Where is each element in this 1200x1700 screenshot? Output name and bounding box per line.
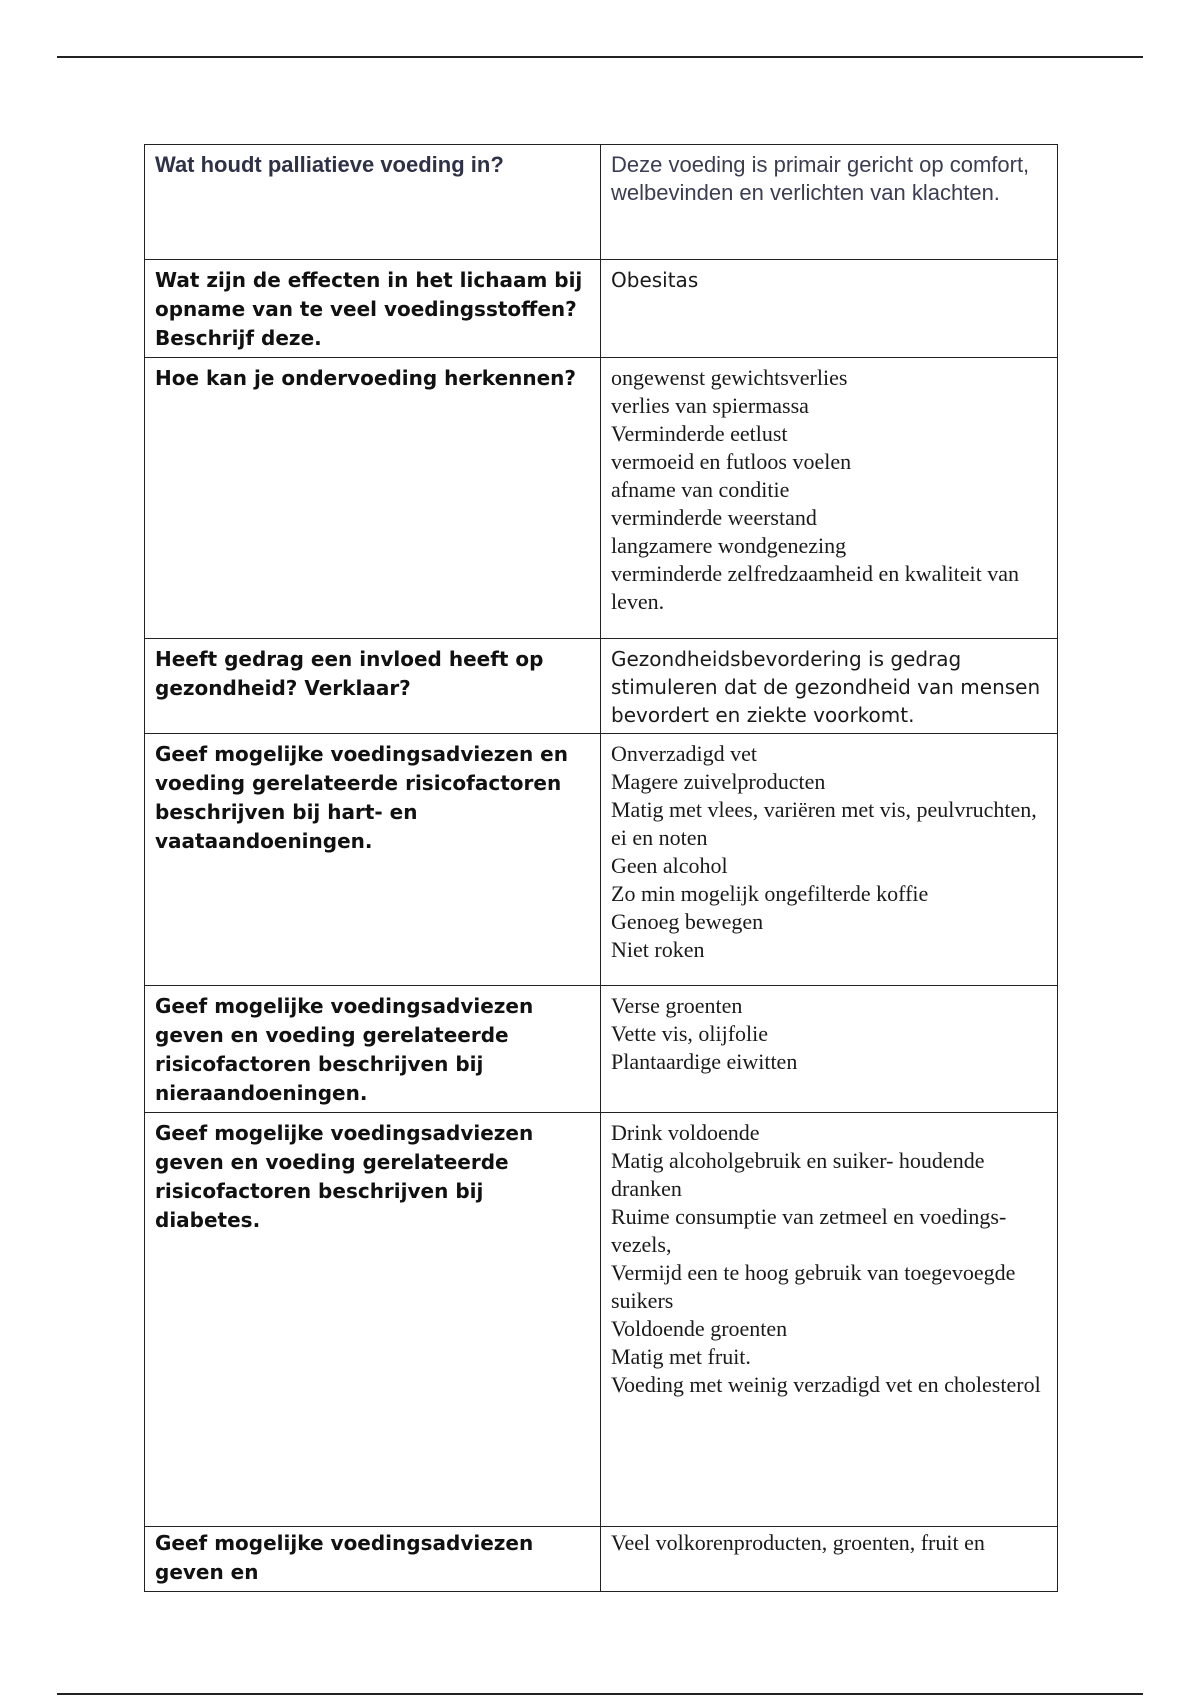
answer-line: Matig alcoholgebruik en suiker- houdende dranken (611, 1148, 985, 1201)
answer-line: Veel volkorenproducten, groenten, fruit en (611, 1530, 985, 1555)
answer-line: Onverzadigd vet (611, 741, 757, 766)
table-row (145, 1527, 1058, 1592)
answer-line: Vermijd een te hoog gebruik van toegevoegde suikers (611, 1260, 1016, 1313)
answer-cell (601, 1113, 1058, 1527)
answer-line: Verminderde eetlust (611, 421, 788, 446)
table-row (145, 986, 1058, 1113)
answer-line: Magere zuivelproducten (611, 769, 826, 794)
table-row (145, 639, 1058, 734)
answer-cell (601, 734, 1058, 986)
answer-cell (601, 986, 1058, 1113)
question-text: Wat zijn de effecten in het lichaam bij opname van te veel voedingsstoffen? Beschrijf deze. (155, 268, 583, 350)
question-cell (145, 1113, 601, 1527)
table-row (145, 358, 1058, 639)
table-row (145, 260, 1058, 358)
answer-line: Matig met vlees, variëren met vis, peulvruchten, ei en noten (611, 797, 1037, 850)
answer-cell (601, 358, 1058, 639)
answer-line: ongewenst gewichtsverlies (611, 365, 848, 390)
answer-line: Niet roken (611, 937, 705, 962)
answer-line: Ruime consumptie van zetmeel en voedings-vezels, (611, 1204, 1007, 1257)
question-text: Heeft gedrag een invloed heeft op gezondheid? Verklaar? (155, 647, 544, 700)
answer-line: Gezondheidsbevordering is gedrag stimuleren dat de gezondheid van mensen bevordert en ziekte voorkomt. (611, 647, 1041, 727)
answer-line: verminderde weerstand (611, 505, 817, 530)
answer-line: Deze voeding is primair gericht op comfort, welbevinden en verlichten van klachten. (611, 152, 1030, 205)
header-rule (57, 56, 1143, 58)
answer-line: Verse groenten (611, 993, 743, 1018)
question-cell (145, 145, 601, 260)
answer-line: afname van conditie (611, 477, 790, 502)
question-text: Geef mogelijke voedingsadviezen en voeding gerelateerde risicofactoren beschrijven bij hart- en vaataandoeningen. (155, 742, 568, 853)
question-text: Geef mogelijke voedingsadviezen geven en (155, 1531, 534, 1584)
footer-rule (57, 1693, 1143, 1695)
answer-line: Genoeg bewegen (611, 909, 764, 934)
answer-line: Voldoende groenten (611, 1316, 788, 1341)
answer-cell (601, 1527, 1058, 1592)
question-text: Wat houdt palliatieve voeding in? (155, 152, 504, 177)
question-text: Hoe kan je ondervoeding herkennen? (155, 366, 577, 390)
question-cell (145, 734, 601, 986)
answer-line: Vette vis, olijfolie (611, 1021, 769, 1046)
question-cell (145, 1527, 601, 1592)
answer-line: Plantaardige eiwitten (611, 1049, 798, 1074)
question-cell (145, 639, 601, 734)
answer-line: langzamere wondgenezing (611, 533, 847, 558)
table-row (145, 734, 1058, 986)
answer-line: Geen alcohol (611, 853, 728, 878)
answer-cell (601, 639, 1058, 734)
question-text: Geef mogelijke voedingsadviezen geven en voeding gerelateerde risicofactoren beschrijven bij diabetes. (155, 1121, 534, 1232)
question-cell (145, 260, 601, 358)
answer-line: Drink voldoende (611, 1120, 760, 1145)
question-text: Geef mogelijke voedingsadviezen geven en voeding gerelateerde risicofactoren beschrijven bij nieraandoeningen. (155, 994, 534, 1105)
answer-line: verminderde zelfredzaamheid en kwaliteit van leven. (611, 561, 1020, 614)
question-cell (145, 986, 601, 1113)
answer-line: Voeding met weinig verzadigd vet en cholesterol (611, 1372, 1041, 1397)
table-row (145, 1113, 1058, 1527)
answer-line: verlies van spiermassa (611, 393, 809, 418)
answer-cell (601, 145, 1058, 260)
answer-line: Matig met fruit. (611, 1344, 751, 1369)
answer-line: Obesitas (611, 268, 699, 292)
question-cell (145, 358, 601, 639)
answer-line: Zo min mogelijk ongefilterde koffie (611, 881, 929, 906)
answer-cell (601, 260, 1058, 358)
table-row (145, 145, 1058, 260)
answer-line: vermoeid en futloos voelen (611, 449, 852, 474)
qa-table (144, 144, 1058, 1592)
